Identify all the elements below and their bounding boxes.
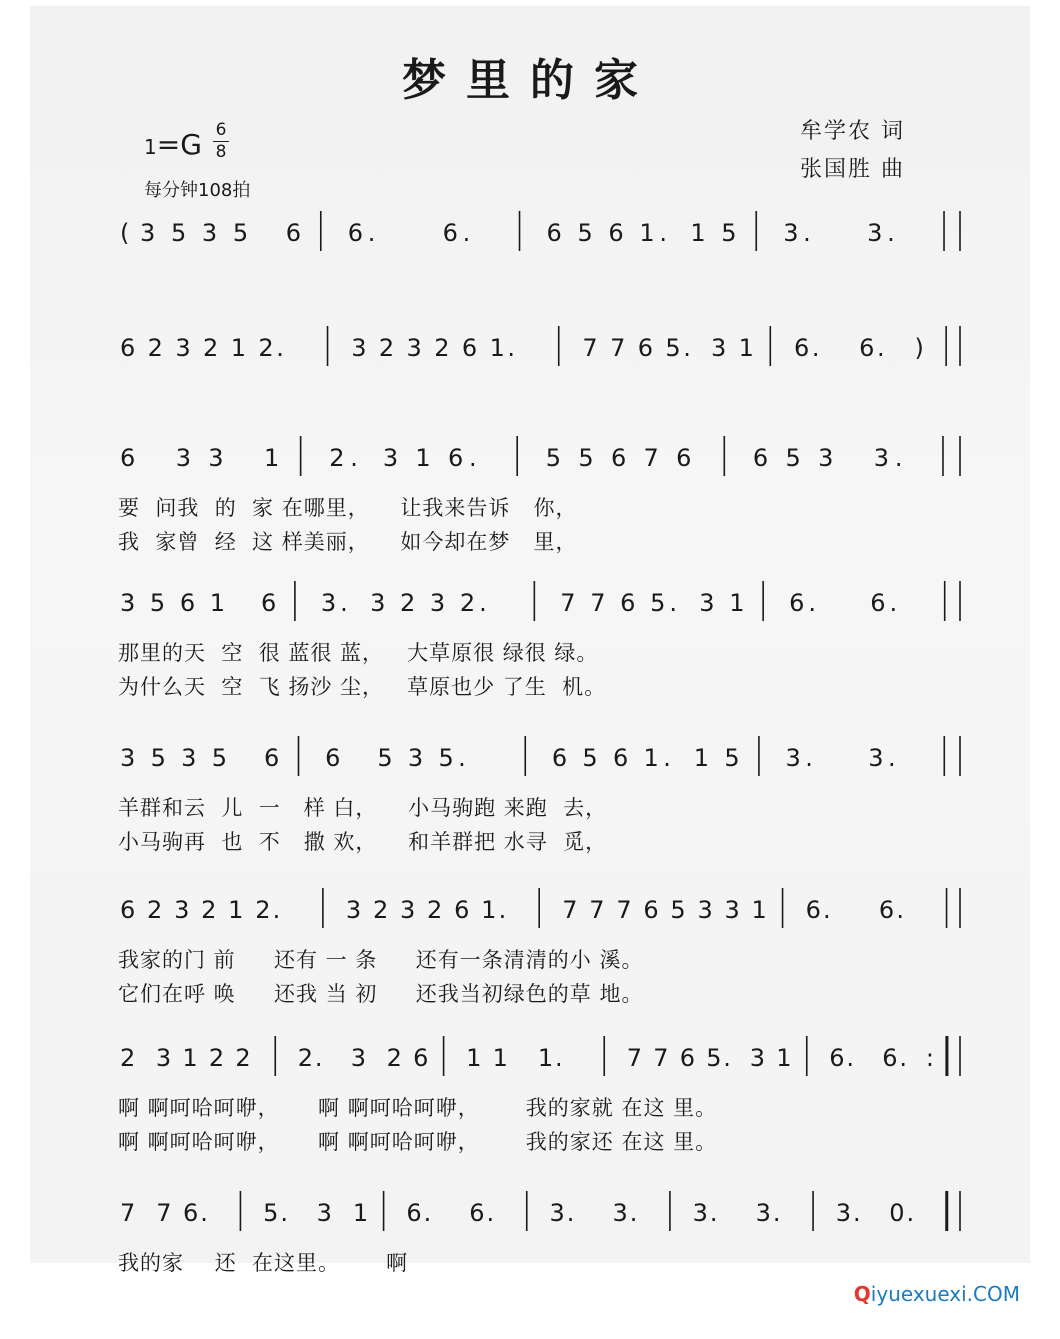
site-watermark — [854, 1282, 1020, 1306]
duration-dot: . — [811, 334, 820, 362]
note-glyph: 7 — [643, 444, 659, 472]
duration-dot: . — [906, 1199, 915, 1227]
duration-dot: . — [669, 589, 678, 617]
note-glyph: 3 — [407, 744, 424, 772]
note-glyph: 3 — [692, 1199, 708, 1227]
note-glyph: 3 — [699, 589, 715, 617]
note-glyph: 2 — [258, 334, 274, 362]
lyric-verse-1: 啊 啊呵哈呵咿， 啊 啊呵哈呵咿， 我的家就 在这 里。 — [118, 1096, 718, 1120]
note-glyph: 2 — [255, 896, 271, 924]
note-glyph: 2 — [201, 896, 217, 924]
score-line — [0, 310, 1060, 430]
notation-row — [0, 1175, 1060, 1245]
note-glyph: 6 — [676, 444, 692, 472]
score-line — [0, 420, 1060, 554]
note-glyph: 6 — [878, 896, 895, 924]
note-glyph: 7 — [582, 334, 598, 362]
note-glyph: 6 — [882, 1044, 898, 1072]
note-glyph: 2 — [400, 589, 416, 617]
note-glyph: 5 — [670, 896, 686, 924]
note-glyph: 6 — [120, 444, 136, 472]
note-glyph: 6 — [120, 334, 136, 362]
duration-dot: . — [803, 219, 811, 247]
note-glyph: 3 — [120, 744, 136, 772]
composer-credit: 张国胜 曲 — [800, 157, 905, 182]
note-glyph: 1 — [481, 896, 497, 924]
note-glyph: 2 — [427, 896, 443, 924]
note-glyph: 7 — [156, 1199, 172, 1227]
note-glyph: 2 — [147, 896, 163, 924]
duration-dot: . — [350, 444, 358, 472]
note-glyph: 1 — [352, 1199, 369, 1227]
duration-dot: . — [272, 896, 281, 924]
note-glyph: 3 — [139, 219, 156, 247]
note-glyph: 3 — [120, 589, 136, 617]
note-glyph: 6 — [120, 896, 136, 924]
note-glyph: 2 — [372, 896, 389, 924]
note-glyph: 1 — [415, 444, 431, 472]
note-glyph: ) — [914, 334, 924, 362]
note-glyph: 3 — [818, 444, 834, 472]
duration-dot: . — [805, 744, 813, 772]
lyric-verse-1: 羊群和云 儿 一 样 白， 小马驹跑 来跑 去， — [118, 796, 608, 820]
note-glyph: 3 — [783, 219, 799, 247]
key-prefix: 1 — [144, 135, 157, 159]
note-glyph: 1 — [639, 219, 655, 247]
duration-dot: . — [899, 1044, 907, 1072]
note-glyph: 1 — [182, 1044, 198, 1072]
note-glyph: 1 — [690, 219, 706, 247]
time-top: 6 — [215, 120, 227, 140]
note-glyph: 1 — [729, 589, 745, 617]
note-glyph: 5 — [545, 444, 562, 472]
notation-row — [0, 565, 1060, 635]
note-glyph: 3 — [350, 1044, 367, 1072]
note-glyph: 6 — [406, 1199, 422, 1227]
lyric-verse-1: 我的家 还 在这里。 啊 — [118, 1251, 409, 1275]
note-glyph: 5 — [150, 744, 166, 772]
note-glyph: 2 — [147, 334, 163, 362]
notation-row — [0, 872, 1060, 942]
note-glyph: : — [925, 1044, 934, 1072]
note-glyph: 3 — [868, 744, 884, 772]
note-glyph: 3 — [697, 896, 713, 924]
note-glyph: 5 — [211, 744, 227, 772]
lyricist-credit: 牟学农 词 — [800, 119, 905, 144]
duration-dot: . — [458, 744, 466, 772]
duration-dot: . — [723, 1044, 731, 1072]
duration-dot: . — [280, 1199, 289, 1227]
note-glyph: 6 — [610, 444, 627, 472]
duration-dot: . — [772, 1199, 781, 1227]
note-glyph: 5 — [232, 219, 249, 247]
note-glyph: 3 — [710, 334, 727, 362]
note-glyph: 1 — [776, 1044, 792, 1072]
duration-dot: . — [683, 334, 691, 362]
note-glyph: 3 — [835, 1199, 852, 1227]
note-glyph: 6 — [789, 589, 805, 617]
note-glyph: 1 — [738, 334, 754, 362]
duration-dot: . — [469, 444, 477, 472]
note-glyph: 6 — [612, 744, 629, 772]
note-glyph: 3 — [867, 219, 883, 247]
note-glyph: 0 — [889, 1199, 905, 1227]
key-signature — [144, 128, 202, 161]
note-glyph: 3 — [345, 896, 362, 924]
note-glyph: 6 — [179, 589, 196, 617]
score-line — [0, 195, 1060, 315]
note-glyph: 3 — [320, 589, 337, 617]
note-glyph: 6 — [469, 1199, 485, 1227]
notation-row — [0, 310, 1060, 380]
note-glyph: 6 — [679, 1044, 695, 1072]
score-line — [0, 720, 1060, 854]
duration-dot: . — [709, 1199, 718, 1227]
duration-dot: . — [566, 1199, 575, 1227]
note-glyph: 3 — [406, 334, 422, 362]
note-glyph: 2 — [203, 334, 219, 362]
note-glyph: 2 — [208, 1044, 225, 1072]
note-glyph: 1 — [537, 1044, 554, 1072]
notation-row — [0, 195, 1060, 265]
note-glyph: 7 — [610, 334, 626, 362]
note-glyph: 7 — [562, 896, 578, 924]
song-title: 梦里的家 — [402, 55, 658, 106]
duration-dot: . — [876, 334, 885, 362]
note-glyph: 3 — [155, 1044, 172, 1072]
duration-dot: . — [888, 744, 896, 772]
note-glyph: 1 — [751, 896, 767, 924]
note-glyph: 1 — [693, 744, 710, 772]
note-glyph: 3 — [208, 444, 224, 472]
note-glyph: 5 — [665, 334, 681, 362]
note-glyph: 2 — [120, 1044, 136, 1072]
note-glyph: 3 — [549, 1199, 565, 1227]
note-glyph: 1 — [489, 334, 505, 362]
duration-dot: . — [314, 1044, 323, 1072]
watermark-site: iyuexuexi.COM — [870, 1282, 1020, 1306]
lyric-verse-2: 啊 啊呵哈呵咿， 啊 啊呵哈呵咿， 我的家还 在这 里。 — [118, 1130, 718, 1154]
note-glyph: 7 — [653, 1044, 669, 1072]
note-glyph: 1 — [230, 334, 246, 362]
note-glyph: 6 — [637, 334, 654, 362]
note-glyph: 6 — [643, 896, 659, 924]
note-glyph: 2 — [434, 334, 450, 362]
note-glyph: 6 — [859, 334, 875, 362]
time-signature — [212, 120, 230, 163]
note-glyph: 3 — [201, 219, 218, 247]
duration-dot: . — [200, 1199, 208, 1227]
note-glyph: 3 — [175, 444, 192, 472]
score-line — [0, 1175, 1060, 1295]
score-line — [0, 565, 1060, 699]
lyric-verse-1: 那里的天 空 很 蓝很 蓝， 大草原很 绿很 绿。 — [118, 641, 599, 665]
note-glyph: 5 — [721, 219, 737, 247]
duration-dot: . — [486, 1199, 495, 1227]
note-glyph: 5 — [377, 744, 393, 772]
note-glyph: 1 — [466, 1044, 482, 1072]
note-glyph: 1 — [209, 589, 226, 617]
watermark-brand: Q — [853, 1282, 871, 1306]
duration-dot: . — [462, 219, 471, 247]
note-glyph: 3 — [382, 444, 399, 472]
note-glyph: 3 — [316, 1199, 332, 1227]
duration-dot: . — [823, 896, 831, 924]
note-glyph: 3 — [785, 744, 801, 772]
note-glyph: 7 — [120, 1199, 136, 1227]
note-glyph: 3 — [370, 589, 386, 617]
duration-dot: . — [629, 1199, 638, 1227]
note-glyph: 6 — [829, 1044, 845, 1072]
lyric-verse-2: 我 家曾 经 这 样美丽， 如今却在梦 里， — [118, 530, 578, 554]
note-glyph: 3 — [181, 744, 197, 772]
note-glyph: 6 — [347, 219, 364, 247]
notation-row — [0, 1020, 1060, 1090]
note-glyph: 6 — [546, 219, 562, 247]
note-glyph: 2 — [386, 1044, 402, 1072]
duration-dot: . — [479, 589, 487, 617]
note-glyph: 1 — [492, 1044, 508, 1072]
note-glyph: 3 — [724, 896, 740, 924]
note-glyph: 6 — [793, 334, 810, 362]
duration-dot: . — [853, 1199, 861, 1227]
note-glyph: 7 — [616, 896, 632, 924]
duration-dot: . — [367, 219, 376, 247]
note-glyph: 5 — [578, 444, 594, 472]
note-glyph: 5 — [577, 219, 593, 247]
note-glyph: 5 — [582, 744, 598, 772]
duration-dot: . — [498, 896, 507, 924]
note-glyph: 3 — [749, 1044, 766, 1072]
note-glyph: 6 — [182, 1199, 199, 1227]
duration-dot: . — [896, 896, 904, 924]
note-glyph: 6 — [285, 219, 302, 247]
note-glyph: 2 — [378, 334, 395, 362]
note-glyph: 6 — [263, 744, 280, 772]
note-glyph: 2 — [329, 444, 345, 472]
note-glyph: 5 — [785, 444, 801, 472]
lyric-verse-2: 小马驹再 也 不 撒 欢， 和羊群把 水寻 觅， — [118, 830, 608, 854]
note-glyph: 6 — [805, 896, 821, 924]
note-glyph: 3 — [873, 444, 890, 472]
note-glyph: 5 — [170, 219, 187, 247]
score-line — [0, 872, 1060, 1006]
note-glyph: 2 — [235, 1044, 251, 1072]
note-glyph: 6 — [442, 219, 458, 247]
note-glyph: 6 — [448, 444, 464, 472]
duration-dot: . — [894, 444, 903, 472]
duration-dot: . — [659, 219, 667, 247]
duration-dot: . — [340, 589, 348, 617]
note-glyph: 3 — [612, 1199, 628, 1227]
note-glyph: 3 — [174, 896, 190, 924]
notation-row — [0, 420, 1060, 490]
note-glyph: 7 — [626, 1044, 643, 1072]
duration-dot: . — [889, 589, 898, 617]
note-glyph: 5 — [263, 1199, 279, 1227]
lyric-verse-1: 我家的门 前 还有 一 条 还有一条清清的小 溪。 — [118, 948, 644, 972]
note-glyph: 5 — [650, 589, 666, 617]
note-glyph: 6 — [620, 589, 636, 617]
duration-dot: . — [887, 219, 895, 247]
duration-dot: . — [507, 334, 516, 362]
note-glyph: 7 — [590, 589, 606, 617]
duration-dot: . — [663, 744, 671, 772]
note-glyph: 6 — [870, 589, 886, 617]
note-glyph: 5 — [706, 1044, 722, 1072]
note-glyph: 6 — [260, 589, 277, 617]
note-glyph: 5 — [149, 589, 166, 617]
time-bottom: 8 — [215, 142, 227, 162]
tempo-marking: 每分钟108拍 — [144, 180, 251, 201]
note-glyph: 1 — [264, 444, 280, 472]
note-glyph: 2 — [297, 1044, 314, 1072]
note-glyph: 6 — [752, 444, 769, 472]
note-glyph: 6 — [608, 219, 624, 247]
note-glyph: 6 — [551, 744, 568, 772]
duration-dot: . — [276, 334, 284, 362]
duration-dot: . — [554, 1044, 563, 1072]
note-glyph: 7 — [560, 589, 576, 617]
note-glyph: 6 — [454, 896, 470, 924]
note-glyph: 3 — [755, 1199, 771, 1227]
score-line — [0, 1020, 1060, 1154]
note-glyph: 3 — [175, 334, 191, 362]
note-glyph: 3 — [351, 334, 367, 362]
lyric-verse-2: 它们在呼 唤 还我 当 初 还我当初绿色的草 地。 — [118, 982, 644, 1006]
note-glyph: 7 — [589, 896, 605, 924]
duration-dot: . — [846, 1044, 854, 1072]
note-glyph: 6 — [413, 1044, 429, 1072]
note-glyph: ( — [120, 219, 130, 247]
lyric-verse-2: 为什么天 空 飞 扬沙 尘， 草原也少 了生 机。 — [118, 675, 607, 699]
note-glyph: 1 — [643, 744, 659, 772]
lyric-verse-1: 要 问我 的 家 在哪里， 让我来告诉 你， — [118, 496, 578, 520]
key-eq: =G — [156, 128, 202, 161]
note-glyph: 5 — [724, 744, 740, 772]
note-glyph: 6 — [461, 334, 478, 362]
note-glyph: 6 — [325, 744, 341, 772]
note-glyph: 3 — [400, 896, 416, 924]
note-glyph: 3 — [429, 589, 446, 617]
note-glyph: 5 — [438, 744, 454, 772]
note-glyph: 1 — [228, 896, 244, 924]
notation-row — [0, 720, 1060, 790]
note-glyph: 2 — [459, 589, 476, 617]
duration-dot: . — [423, 1199, 432, 1227]
duration-dot: . — [808, 589, 817, 617]
